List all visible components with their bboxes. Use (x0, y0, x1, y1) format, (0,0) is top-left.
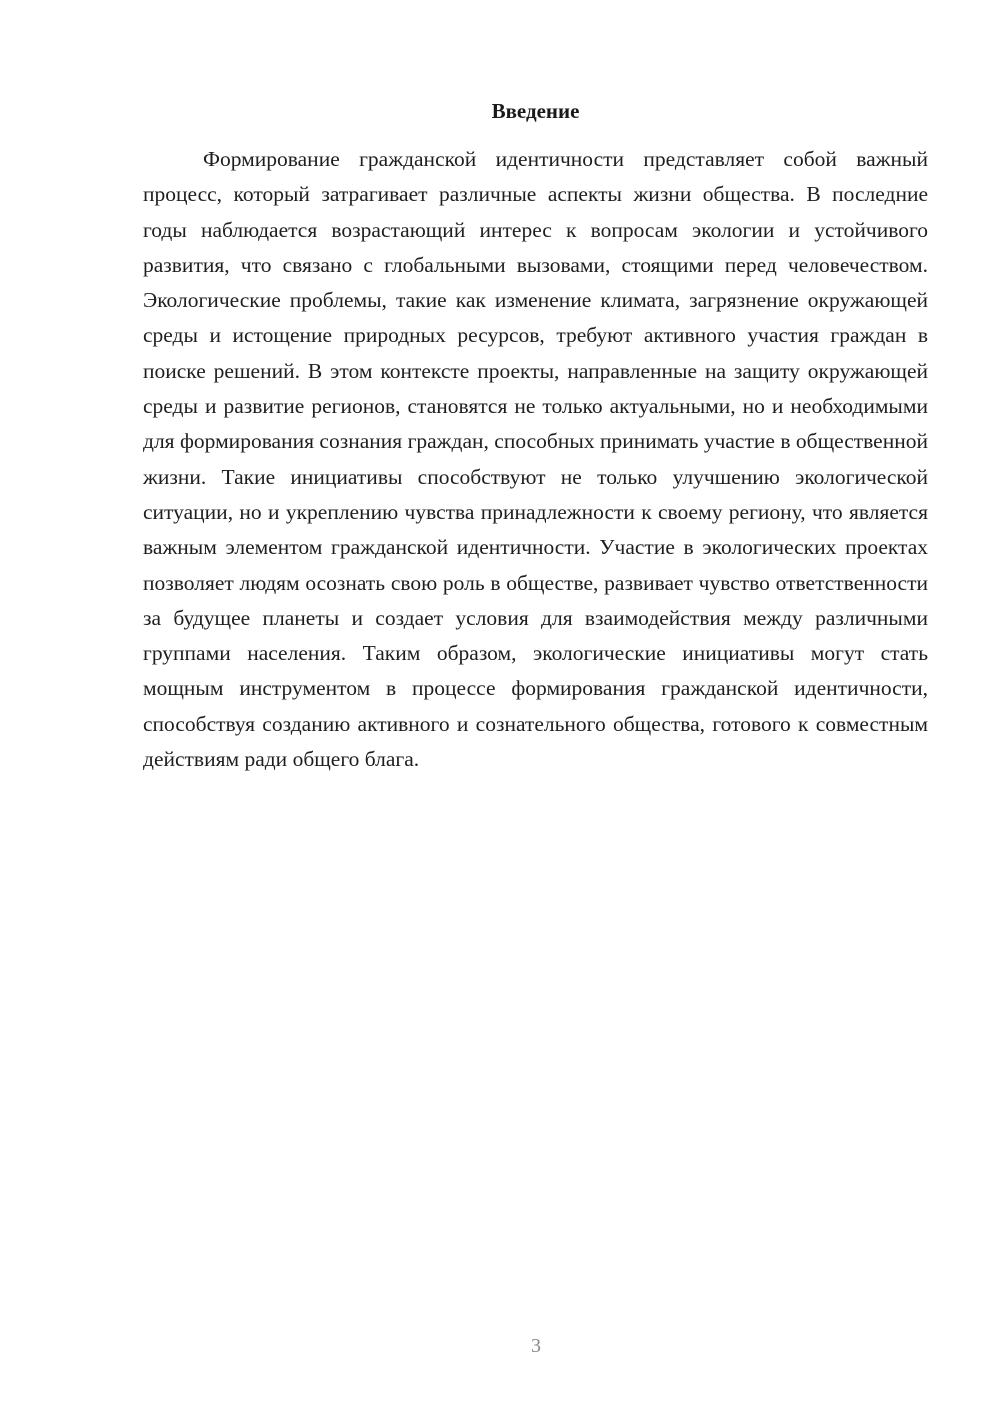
page-number: 3 (531, 1335, 541, 1357)
body-paragraph: Формирование гражданской идентичности представляет собой важный процесс, который затрагивает различные аспекты жизни общества. В последние годы наблюдается возрастающий интерес к вопросам экологии и устойчивого развития, что связано с глобальными вызовами, стоящими перед человечеством. Экологические проблемы, такие как изменение климата, загрязнение окружающей среды и истощение природных ресурсов, требуют активного участия граждан в поиске решений. В этом контексте проекты, направленные на защиту окружающей среды и развитие регионов, становятся не только актуальными, но и необходимыми для формирования сознания граждан, способных принимать участие в общественной жизни. Такие инициативы способствуют не только улучшению экологической ситуации, но и укреплению чувства принадлежности к своему региону, что является важным элементом гражданской идентичности. Участие в экологических проектах позволяет людям осознать свою роль в обществе, развивает чувство ответственности за будущее планеты и создает условия для взаимодействия между различными группами населения. Таким образом, экологические инициативы могут стать мощным инструментом в процессе формирования гражданской идентичности, способствуя созданию активного и сознательного общества, готового к совместным действиям ради общего блага. (143, 147, 928, 772)
section-heading: Введение (491, 99, 580, 123)
